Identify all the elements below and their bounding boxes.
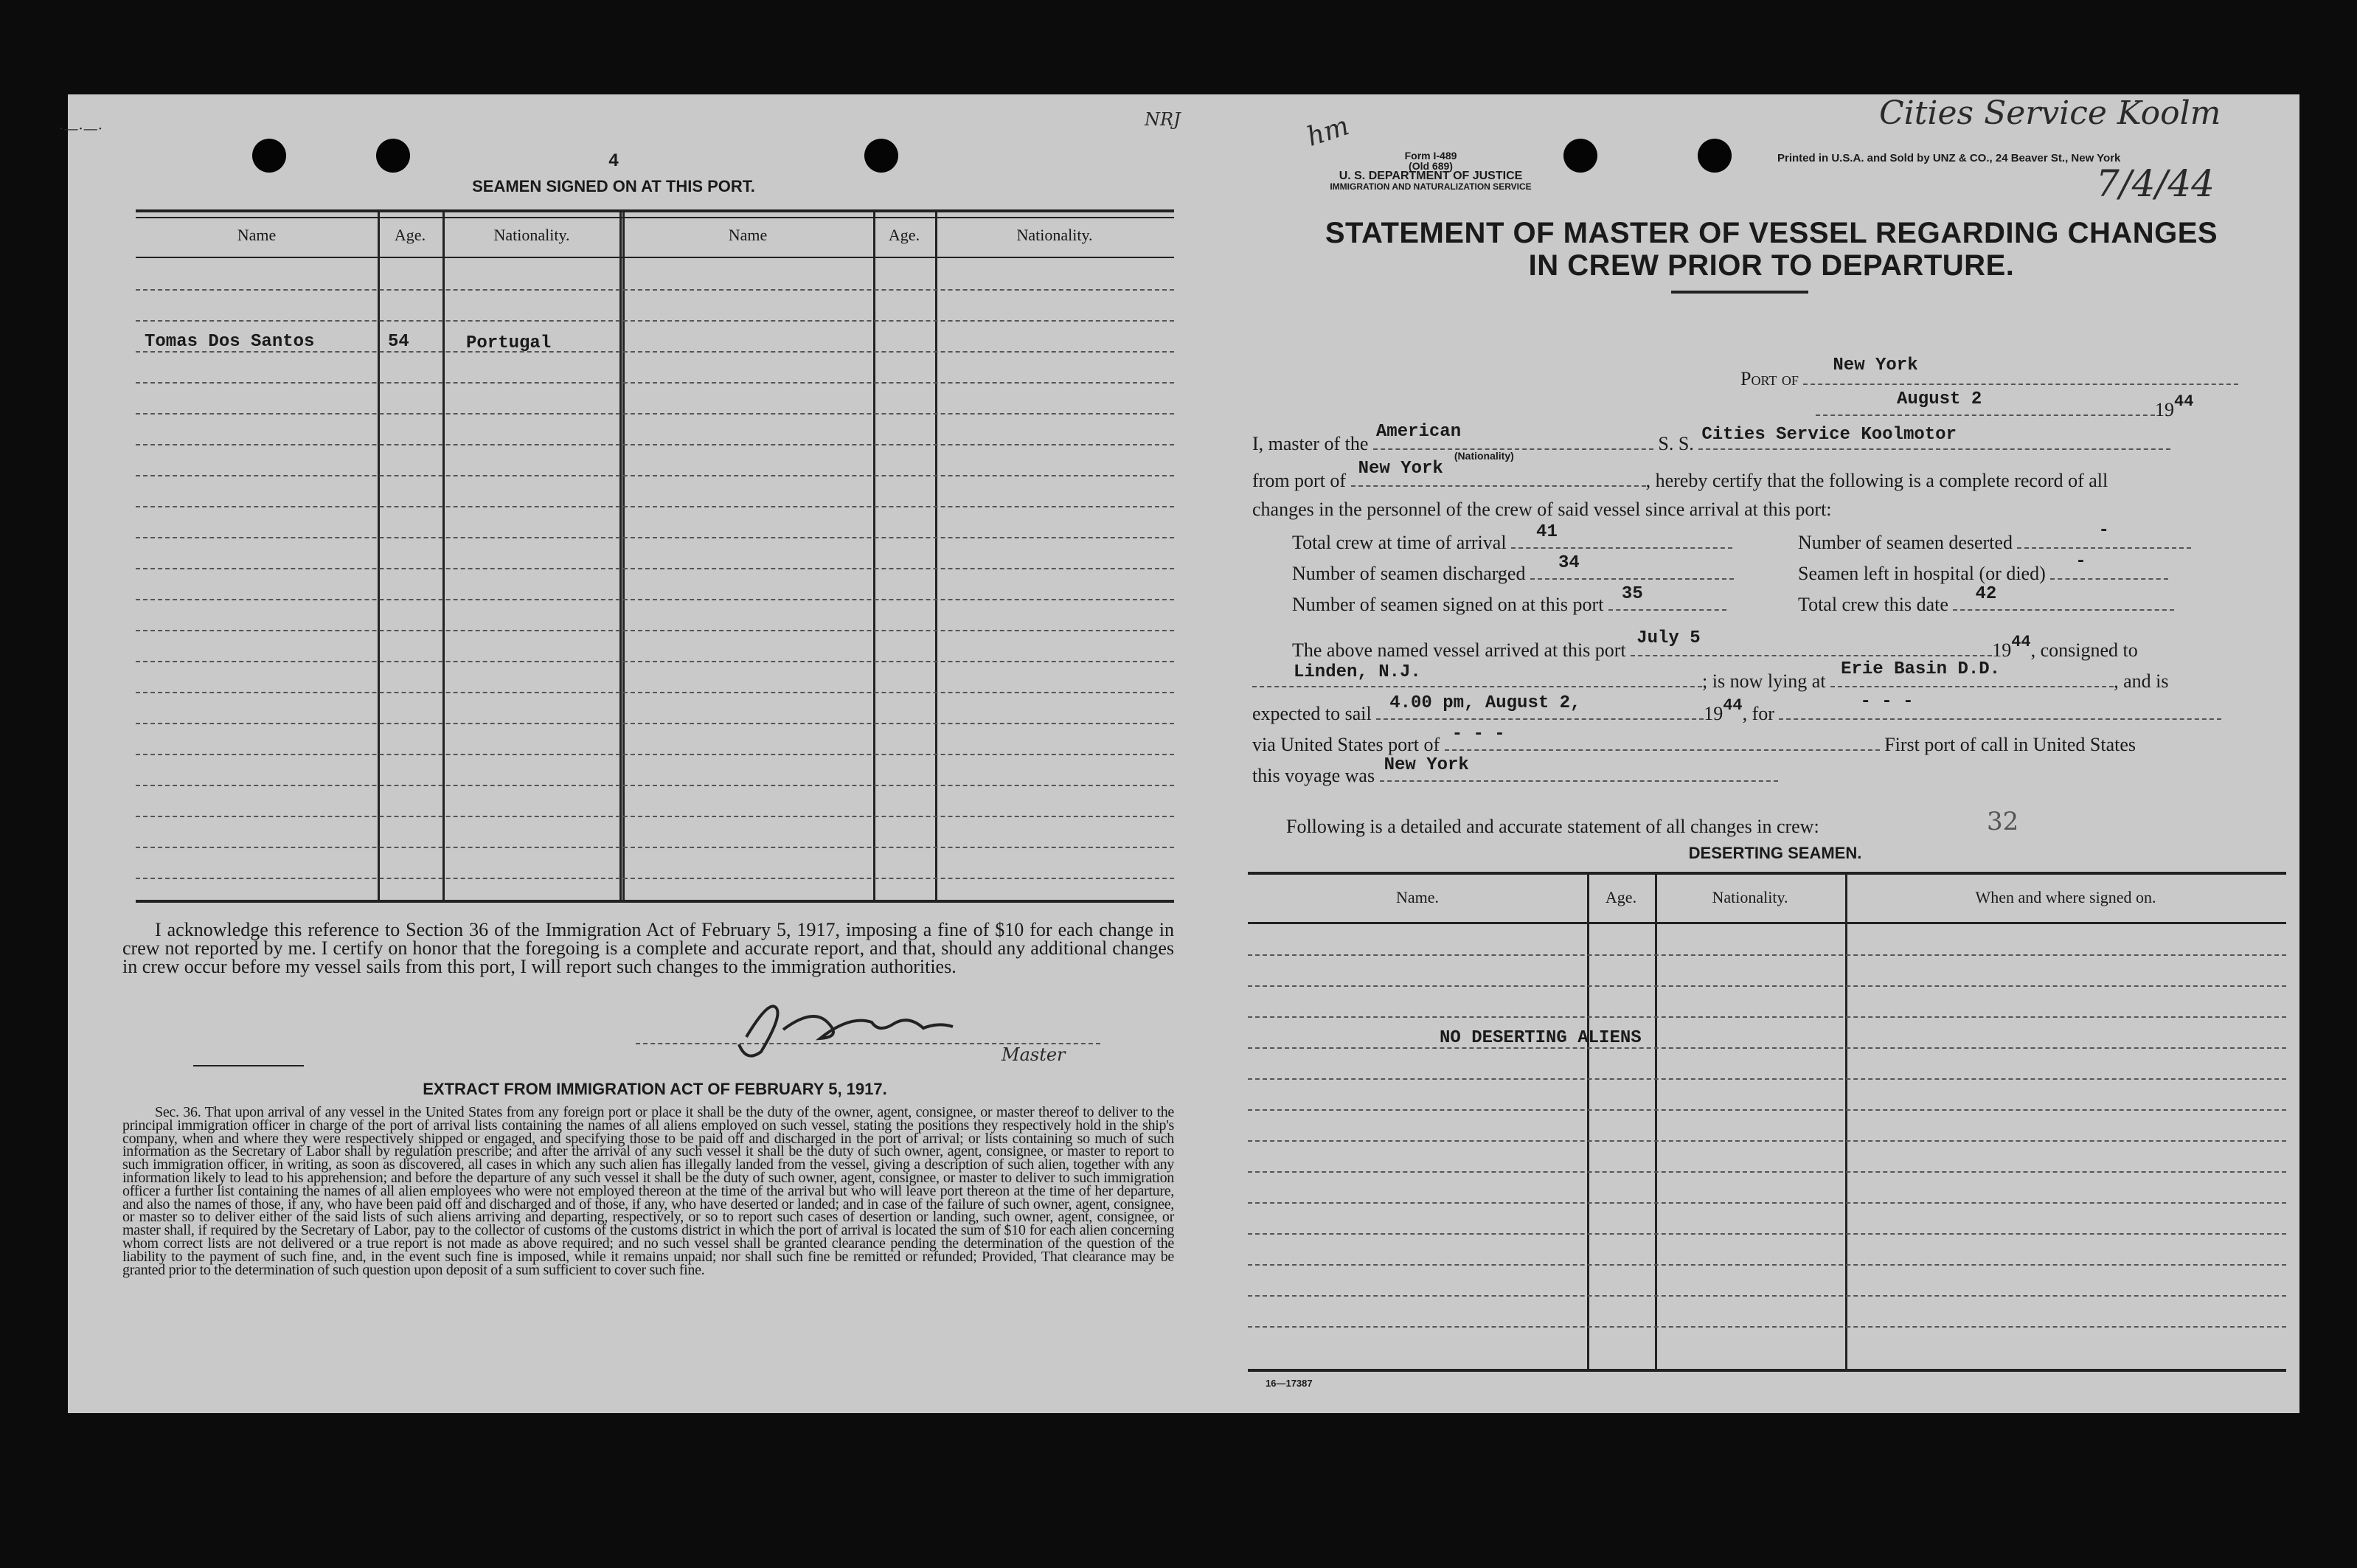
- via-field: [1445, 724, 1880, 751]
- section-title: SEAMEN SIGNED ON AT THIS PORT.: [472, 177, 755, 195]
- handwritten-date: 7/4/44: [2096, 162, 2215, 205]
- total-crew-arrival-row: [1292, 522, 1732, 554]
- port-field: [1803, 355, 2238, 385]
- expected-field: [1376, 693, 1704, 720]
- certify-text-1: , hereby certify that the following is a complete record of all: [1645, 470, 2108, 491]
- total-crew-arrival-field: [1511, 522, 1732, 549]
- arrived-value: July 5: [1636, 628, 1701, 648]
- arrived-year-prefix: 19: [1992, 639, 2012, 661]
- year-value: 44: [2174, 392, 2194, 411]
- date-value: August 2: [1897, 389, 1982, 409]
- hospital-row: [1798, 552, 2168, 585]
- from-port-line: [1252, 459, 2108, 492]
- discharged-row: [1292, 553, 1734, 585]
- form-id: Form I-489: [1404, 150, 1457, 162]
- discharged-field: [1530, 553, 1734, 580]
- sail-year: 44: [1723, 696, 1743, 715]
- desert-col-name: Name.: [1395, 888, 1440, 906]
- hospital-value: -: [2075, 552, 2086, 572]
- page-count-mark: 32: [1987, 807, 2019, 836]
- desert-col-signed-on: When and where signed on.: [1975, 888, 2156, 906]
- master-line: [1252, 422, 2170, 462]
- voyage-value: New York: [1384, 755, 1469, 775]
- printer-line: Printed in U.S.A. and Sold by UNZ & CO., 24 Beaver St., New York: [1777, 152, 2121, 164]
- year-prefix: 19: [2155, 399, 2174, 420]
- handwritten-mark: NRJ: [1145, 109, 1181, 130]
- deserted-label: Number of seamen deserted: [1798, 532, 2013, 553]
- consigned-label: , consigned to: [2030, 639, 2138, 661]
- deserting-title: DESERTING SEAMEN.: [1688, 844, 1862, 862]
- port-line: [1740, 355, 2238, 390]
- seaman-name: Tomas Dos Santos: [145, 332, 315, 352]
- signed-on-value: 35: [1621, 584, 1643, 604]
- nationality-caption: (Nationality): [1454, 450, 1514, 462]
- signed-on-field: [1608, 584, 1726, 611]
- col-header-name: Name: [237, 226, 277, 244]
- voyage-label: this voyage was: [1252, 765, 1375, 786]
- punch-hole: [252, 139, 286, 173]
- punch-hole: [376, 139, 410, 173]
- arrived-line: [1292, 628, 2138, 662]
- col-header-age: Age.: [394, 226, 426, 244]
- discharged-label: Number of seamen discharged: [1292, 563, 1526, 584]
- arrived-field: [1631, 628, 1992, 656]
- sail-year-prefix: 19: [1704, 703, 1724, 724]
- and-is-label: , and is: [2114, 670, 2169, 692]
- col-header-age-2: Age.: [888, 226, 920, 244]
- col-header-name-2: Name: [728, 226, 768, 244]
- following-text: Following is a detailed and accurate statement of all changes in crew:: [1286, 816, 1819, 837]
- no-deserting-note: NO DESERTING ALIENS: [1440, 1028, 1642, 1048]
- from-port-value: New York: [1358, 459, 1443, 479]
- total-crew-date-label: Total crew this date: [1798, 594, 1948, 615]
- hospital-label: Seamen left in hospital (or died): [1798, 563, 2046, 584]
- punch-hole: [1698, 139, 1732, 173]
- certify-text-2: changes in the personnel of the crew of said vessel since arrival at this port:: [1252, 499, 1832, 520]
- port-label: Port of: [1740, 368, 1799, 389]
- col-header-nationality: Nationality.: [493, 226, 570, 244]
- title-line-2: IN CREW PRIOR TO DEPARTURE.: [1528, 249, 2015, 282]
- master-of-label: I, master of the: [1252, 433, 1369, 454]
- first-port-label: First port of call in United States: [1884, 734, 2136, 755]
- total-crew-arrival-value: 41: [1536, 522, 1558, 542]
- vessel-field: [1698, 425, 2170, 450]
- desert-col-age: Age.: [1605, 888, 1637, 906]
- form-code: 16—17387: [1266, 1378, 1313, 1389]
- desert-col-nationality: Nationality.: [1712, 888, 1788, 906]
- total-crew-date-row: [1798, 584, 2174, 616]
- department-name: U. S. DEPARTMENT OF JUSTICE: [1339, 170, 1523, 182]
- consignee-field: [1252, 662, 1702, 687]
- punch-hole: [864, 139, 898, 173]
- expected-label: expected to sail: [1252, 703, 1372, 724]
- discharged-value: 34: [1558, 553, 1580, 573]
- page-number: 4: [608, 150, 619, 170]
- arrived-year: 44: [2011, 633, 2031, 651]
- lying-value: Erie Basin D.D.: [1841, 659, 2001, 679]
- seaman-age: 54: [388, 332, 409, 352]
- ss-label: S. S.: [1658, 433, 1694, 454]
- form-header: [1327, 150, 1534, 192]
- port-value: New York: [1833, 355, 1918, 375]
- nationality-value: American: [1375, 422, 1462, 442]
- for-value: - - -: [1860, 692, 1914, 712]
- form-title: [1233, 217, 2310, 282]
- col-header-nationality-2: Nationality.: [1016, 226, 1093, 244]
- total-crew-date-field: [1953, 584, 2174, 611]
- vessel-value: Cities Service Koolmotor: [1701, 425, 1957, 445]
- deserted-field: [2017, 521, 2191, 549]
- consignee-value: Linden, N.J.: [1294, 662, 1421, 682]
- margin-mark: ·—·—·: [59, 119, 103, 137]
- total-crew-arrival-label: Total crew at time of arrival: [1292, 532, 1507, 553]
- signed-on-label: Number of seamen signed on at this port: [1292, 594, 1604, 615]
- consignee-line: [1252, 659, 2169, 693]
- arrived-label: The above named vessel arrived at this port: [1292, 639, 1626, 661]
- total-crew-date-value: 42: [1975, 584, 1997, 604]
- seaman-nationality: Portugal: [466, 333, 552, 353]
- title-line-1: STATEMENT OF MASTER OF VESSEL REGARDING CHANGES: [1325, 217, 2218, 249]
- via-line: [1252, 724, 2136, 756]
- signed-on-row: [1292, 584, 1726, 616]
- from-port-field: [1351, 459, 1646, 487]
- via-label: via United States port of: [1252, 734, 1440, 755]
- master-label: Master: [1002, 1044, 1066, 1065]
- extract-title: EXTRACT FROM IMMIGRATION ACT OF FEBRUARY 5, 1917.: [423, 1080, 887, 1098]
- punch-hole: [1563, 139, 1597, 173]
- date-line: [1816, 389, 2194, 421]
- from-port-label: from port of: [1252, 470, 1347, 491]
- document-sheet: [59, 94, 2299, 1413]
- handwritten-vessel-note: Cities Service Koolm: [1879, 94, 2221, 132]
- via-value: - - -: [1451, 724, 1505, 744]
- lying-field: [1830, 659, 2114, 687]
- lying-label: ; is now lying at: [1702, 670, 1826, 692]
- hospital-field: [2050, 552, 2168, 580]
- deserted-row: [1798, 521, 2191, 554]
- acknowledgment-text: I acknowledge this reference to Section 36 of the Immigration Act of February 5, 1917, imposing a fine of $10 for each change in crew not reported by me. I certify on honor that the foregoing is a complete and accurate report, and that, should any additional changes in crew occur before my vessel sails from this port, I will report such changes to the immigration authorities.: [122, 919, 1174, 977]
- handwritten-initials: hm: [1303, 111, 1353, 153]
- voyage-line: [1252, 755, 1778, 787]
- extract-text: Sec. 36. That upon arrival of any vessel in the United States from any foreign port or place it shall be the duty of the owner, agent, consignee, or master thereof to deliver to the principal immigration officer in charge of the port of arrival lists containing the names of all aliens employed on such vessel, stating the positions they respectively hold in the ship's company, when and where they were respectively shipped or engaged, and specifying those to be paid off and discharged in the port of arrival; or lists containing so much of such information as the Secretary of Labor shall by regulation prescribe; and after the arrival of any such vessel it shall be the duty of such owner, agent, consignee, or master to report to such immigration officer, in writing, as soon as discovered, all cases in which any such alien has illegally landed from the vessel, giving a description of such alien, together with any information likely to lead to his apprehension; and before the departure of any such vessel it shall be the duty of such owner, agent, consignee, or master to deliver to such immigration officer a further list containing the names of all alien employees who were not employed thereon at the time of the arrival but who will leave port thereon at the time of her departure, and also the names of those, if any, who have been paid off and discharged and of those, if any, who have deserted or landed; and in case of the failure of such owner, agent, consignee, or master so to deliver either of the said lists of such aliens arriving and departing, respectively, or so to report such cases of desertion or landing, such owner, agent, consignee, or master shall, if required by the Secretary of Labor, pay to the collector of customs of the customs district in which the port of arrival is located the sum of $10 for each alien concerning whom correct lists are not delivered or a true report is not made as above required; and no such vessel shall be granted clearance pending the determination of the question of the liability to the payment of such fine, and, in the event such fine is imposed, while it remains unpaid; nor shall such fine be remitted or refunded; Provided, That clearance may be granted prior to the determination of such question upon deposit of a sum sufficient to cover such fine.: [122, 1104, 1174, 1278]
- voyage-field: [1380, 755, 1778, 782]
- form-old: (Old 689): [1409, 160, 1453, 172]
- expected-value: 4.00 pm, August 2,: [1389, 693, 1581, 713]
- expected-line: [1252, 692, 2221, 725]
- for-field: [1779, 692, 2221, 720]
- date-field: [1816, 389, 2155, 416]
- nationality-field: [1373, 422, 1653, 462]
- deserted-value: -: [2098, 521, 2109, 541]
- for-label: , for: [1742, 703, 1774, 724]
- service-name: IMMIGRATION AND NATURALIZATION SERVICE: [1330, 181, 1532, 192]
